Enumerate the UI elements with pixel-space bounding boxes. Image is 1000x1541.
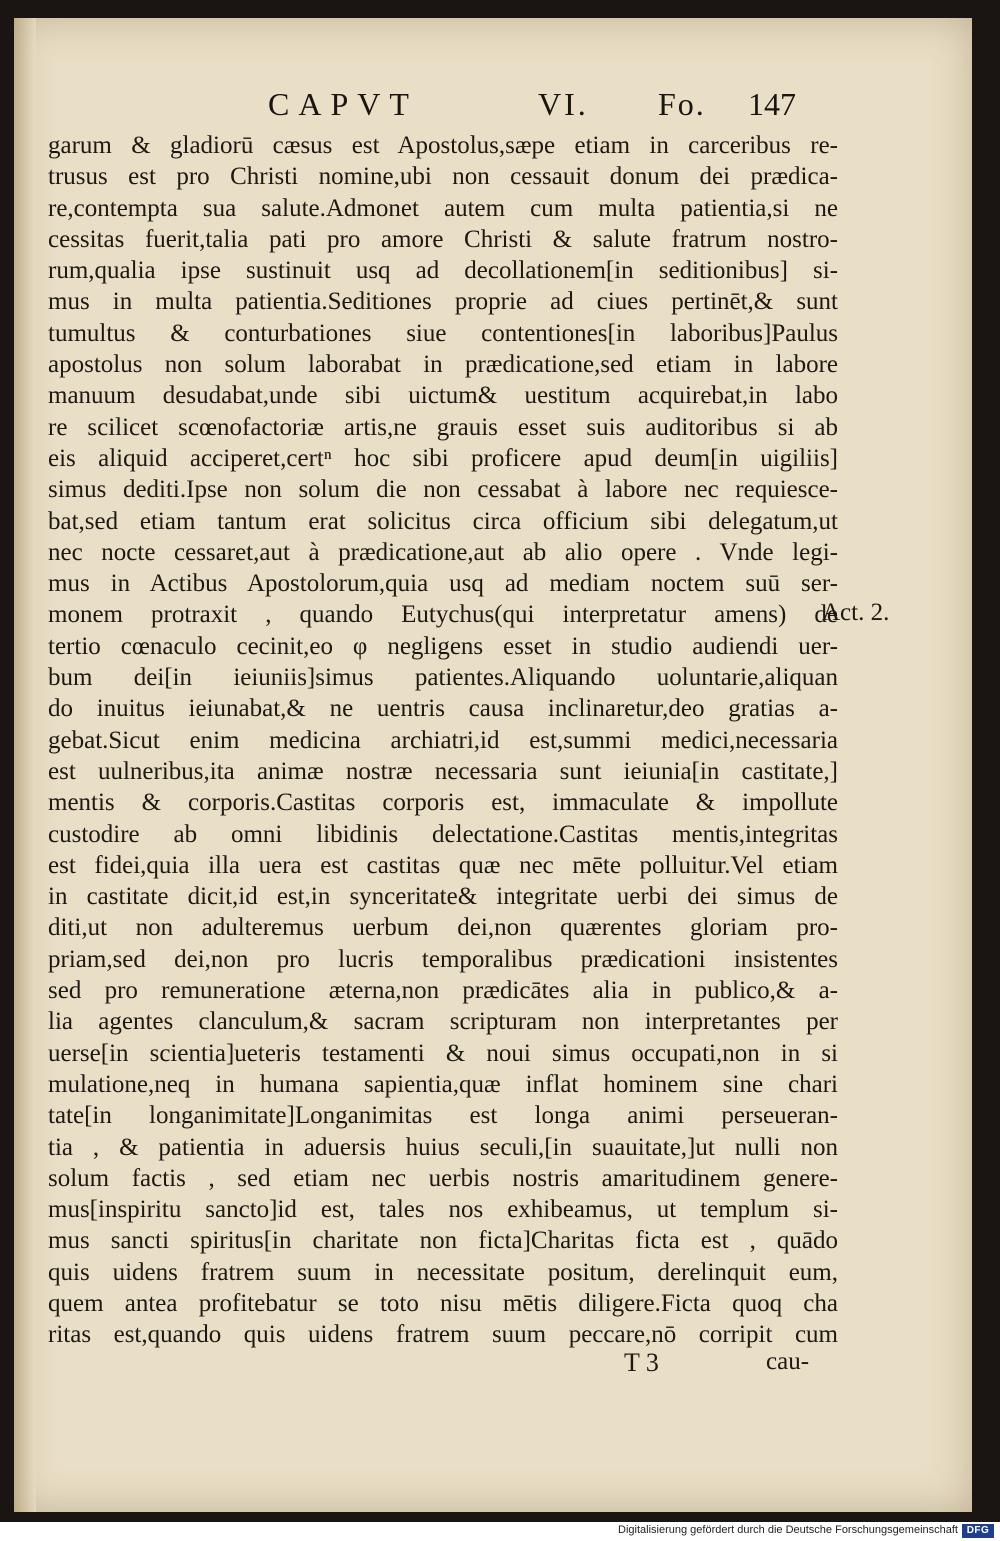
text-line: uerse[in scientia]ueteris testamenti & noui simus occupati,non in si [48, 1039, 838, 1067]
footer-bar [0, 1522, 1000, 1541]
text-line: quem antea profitebatur se toto nisu mētis diligere.Ficta quoq cha [48, 1289, 838, 1317]
text-line: garum & gladiorū cæsus est Apostolus,sæpe etiam in carceribus re- [48, 132, 838, 159]
text-line: tertio cœnaculo cecinit,eo φ negligens esset in studio audiendi uer- [48, 632, 838, 660]
text-line: mus[inspiritu sancto]id est, tales nos exhibeamus, ut templum si- [48, 1196, 838, 1224]
running-head [14, 86, 972, 126]
page-gutter-shadow [14, 18, 36, 1512]
signature-mark: T 3 [624, 1348, 659, 1377]
running-head-caput: CAPVT [268, 86, 418, 122]
text-line: sed pro remuneratione æterna,non prædicātes alia in publico,& a- [48, 977, 838, 1005]
text-line: simus dediti.Ipse non solum die non cessabat à labore nec requiesce- [48, 476, 838, 504]
text-line: re,contempta sua salute.Admonet autem cum multa patientia,si ne [48, 194, 838, 222]
text-line: lia agentes clanculum,& sacram scripturam non interpretantes per [48, 1008, 838, 1036]
text-line: re scilicet scœnofactoriæ artis,ne grauis esset suis auditoribus si ab [48, 413, 838, 441]
text-line: tate[in longanimitate]Longanimitas est longa animi perseueran- [48, 1102, 838, 1130]
running-head-chapter: VI. [538, 86, 589, 122]
text-line: mus sancti spiritus[in charitate non ficta]Charitas ficta est , quādo [48, 1227, 838, 1255]
text-line: solum factis , sed etiam nec uerbis nostris amaritudinem genere- [48, 1164, 838, 1192]
text-line: mus in multa patientia.Seditiones proprie ad ciues pertinēt,& sunt [48, 288, 838, 316]
text-line: apostolus non solum laborabat in prædicatione,sed etiam in labore [48, 351, 838, 379]
text-line: eis aliquid acciperet,certⁿ hoc sibi proficere apud deum[in uigiliis] [48, 444, 838, 472]
text-line: diti,ut non adulteremus uerbum dei,non quærentes gloriam pro- [48, 914, 838, 942]
text-line: mentis & corporis.Castitas corporis est, immaculate & impollute [48, 789, 838, 817]
marginal-note: Act. 2. [822, 599, 890, 626]
text-line: priam,sed dei,non pro lucris temporalibus prædicationi insistentes [48, 945, 838, 973]
text-line: tumultus & conturbationes siue contentiones[in laboribus]Paulus [48, 319, 838, 347]
text-line: est fidei,quia illa uera est castitas quæ nec mēte polluitur.Vel etiam [48, 851, 838, 879]
text-line: quis uidens fratrem suum in necessitate positum, derelinquit eum, [48, 1258, 838, 1286]
running-head-folio-label: Fo. [658, 86, 706, 122]
text-line: mulatione,neq in humana sapientia,quæ inflat hominem sine chari [48, 1070, 838, 1098]
text-line: manuum desudabat,unde sibi uictum& uestitum acquirebat,in labo [48, 382, 838, 410]
text-line: est uulneribus,ita animæ nostræ necessaria sunt ieiunia[in castitate,] [48, 757, 838, 785]
text-line: bum dei[in ieiuniis]simus patientes.Aliquando uoluntarie,aliquan [48, 664, 838, 692]
catchword: cau- [766, 1348, 810, 1375]
body-text [48, 130, 838, 1351]
text-line: rum,qualia ipse sustinuit usq ad decollationem[in seditionibus] si- [48, 257, 838, 285]
text-line: mus in Actibus Apostolorum,quia usq ad mediam noctem suū ser- [48, 570, 838, 598]
text-line: cessitas fuerit,talia pati pro amore Christi & salute fratrum nostro- [48, 225, 838, 253]
text-line: trusus est pro Christi nomine,ubi non cessauit donum dei prædica- [48, 163, 838, 191]
text-line: custodire ab omni libidinis delectatione.Castitas mentis,integritas [48, 820, 838, 848]
folio-number: 147 [748, 86, 796, 122]
text-line: nec nocte cessaret,aut à prædicatione,aut ab alio opere . Vnde legi- [48, 538, 838, 566]
text-line: tia , & patientia in aduersis huius seculi,[in suauitate,]ut nulli non [48, 1133, 838, 1161]
footer-credit: Digitalisierung gefördert durch die Deutsche Forschungsgemeinschaft [618, 1524, 958, 1536]
text-line: in castitate dicit,id est,in synceritate& integritate uerbi dei simus de [48, 883, 838, 911]
dfg-logo: DFG [962, 1524, 994, 1538]
text-line: bat,sed etiam tantum erat solicitus circa officium sibi delegatum,ut [48, 507, 838, 535]
text-line: ritas est,quando quis uidens fratrem suum peccare,nō corripit cum [48, 1321, 838, 1349]
text-line: gebat.Sicut enim medicina archiatri,id est,summi medici,necessaria [48, 726, 838, 754]
text-line: do inuitus ieiunabat,& ne uentris causa inclinaretur,deo gratias a- [48, 695, 838, 723]
text-line: monem protraxit , quando Eutychus(qui interpretatur amens) de [48, 601, 838, 629]
book-page [14, 18, 972, 1512]
